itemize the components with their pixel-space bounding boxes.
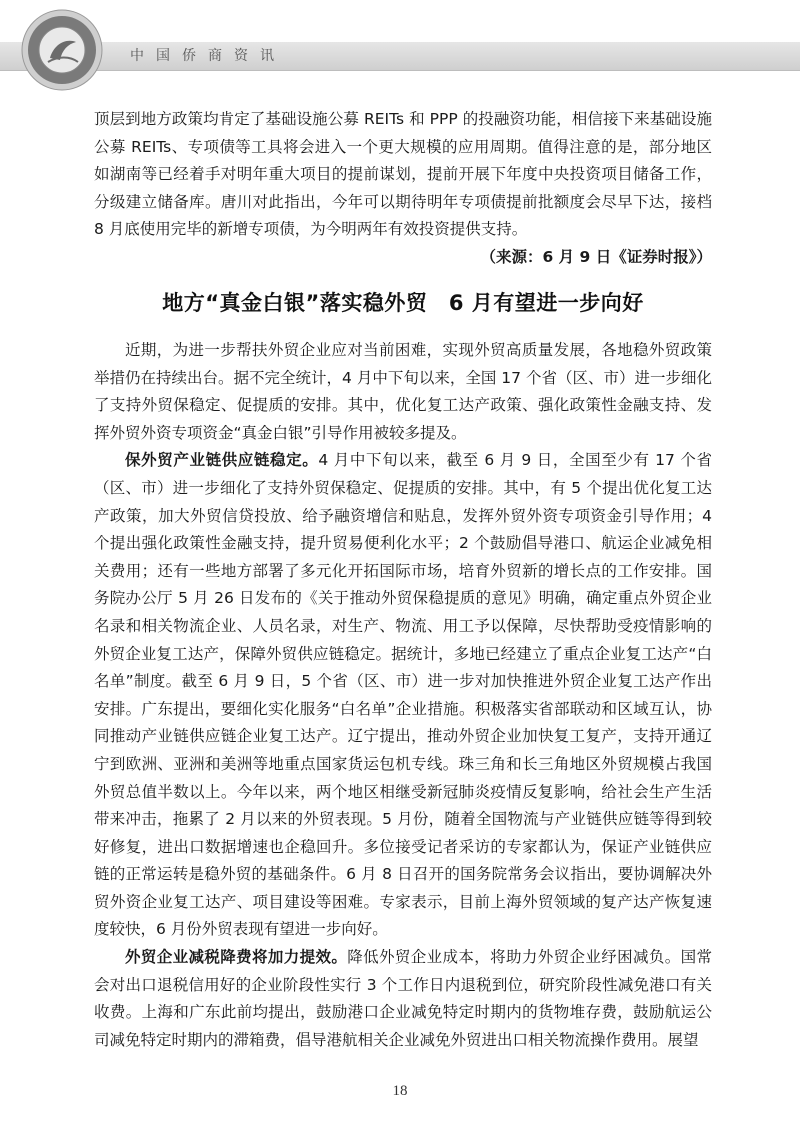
paragraph-text: 降低外贸企业成本，将助力外贸企业纾困减负。国常会对出口退税信用好的企业阶段性实行 3 个工作日内退税到位，研究阶段性减免港口有关收费。上海和广东此前均提出，鼓励港口企业减免特定时期内的货物堆存费，鼓励航运公司减免特定时期内的滞箱费，倡导港航相关企业减免外贸进出口相关物流操作费用。展望 bbox=[94, 948, 712, 1049]
header-title: 中国侨商资讯 bbox=[130, 48, 286, 64]
paragraph-lead: 外贸企业减税降费将加力提效。 bbox=[125, 948, 348, 967]
body-paragraph bbox=[94, 337, 712, 447]
article-title: 地方“真金白银”落实稳外贸 6 月有望进一步向好 bbox=[162, 291, 644, 315]
body-paragraph bbox=[94, 447, 712, 944]
source-citation: （来源：6 月 9 日《证券时报》） bbox=[480, 247, 712, 266]
paragraph-text: 顶层到地方政策均肯定了基础设施公募 REITs 和 PPP 的投融资功能，相信接下来基础设施公募 REITs、专项债等工具将会进入一个更大规模的应用周期。值得注意的是，部分地区如湖南等已经着手对明年重大项目的提前谋划，提前开展下年度中央投资项目储备工作，分级建立储备库。唐川对此指出，今年可以期待明年专项债提前批额度会尽早下达，接档 8 月底使用完毕的新增专项债，为今明两年有效投资提供支持。 bbox=[94, 110, 712, 239]
logo-emblem bbox=[20, 1, 104, 92]
paragraph-text: 近期，为进一步帮扶外贸企业应对当前困难，实现外贸高质量发展，各地稳外贸政策举措仍在持续出台。据不完全统计，4 月中下旬以来，全国 17 个省（区、市）进一步细化了支持外贸保稳定、促提质的安排。其中，优化复工达产政策、强化政策性金融支持、发挥外贸外资专项资金“真金白银”引导作用被较多提及。 bbox=[94, 341, 712, 442]
article-continuation bbox=[94, 106, 712, 272]
paragraph-lead: 保外贸产业链供应链稳定。 bbox=[125, 451, 319, 470]
paragraph-text: 4 月中下旬以来，截至 6 月 9 日，全国至少有 17 个省（区、市）进一步细化了支持外贸保稳定、促提质的安排。其中，有 5 个提出优化复工达产政策，加大外贸信贷投放、给予融资增信和贴息，发挥外贸外资专项资金引导作用；4 个提出强化政策性金融支持，提升贸易便利化水平；2 个鼓励倡导港口、航运企业减免相关费用；还有一些地方部署了多元化开拓国际市场，培育外贸新的增长点的工作安排。国务院办公厅 5 月 26 日发布的《关于推动外贸保稳提质的意见》明确，确定重点外贸企业名录和相关物流企业、人员名录，对生产、物流、用工予以保障，尽快帮助受疫情影响的外贸企业复工达产，保障外贸供应链稳定。据统计，多地已经建立了重点企业复工达产“白名单”制度。截至 6 月 9 日，5 个省（区、市）进一步对加快推进外贸企业复工达产作出安排。广东提出，要细化实化服务“白名单”企业措施。积极落实省部联动和区域互认，协同推动产业链供应链企业复工达产。辽宁提出，推动外贸企业加快复工复产，支持开通辽宁到欧洲、亚洲和美洲等地重点国家货运包机专线。珠三角和长三角地区外贸规模占我国外贸总值半数以上。今年以来，两个地区相继受新冠肺炎疫情反复影响，给社会生产生活带来冲击，拖累了 2 月以来的外贸表现。5 月份，随着全国物流与产业链供应链等得到较好修复，进出口数据增速也企稳回升。多位接受记者采访的专家都认为，保证产业链供应链的正常运转是稳外贸的基础条件。6 月 8 日召开的国务院常务会议指出，要协调解决外贸外资企业复工达产、项目建设等困难。专家表示，目前上海外贸领域的复产达产恢复速度较快，6 月份外贸表现有望进一步向好。 bbox=[94, 451, 712, 939]
body-paragraph bbox=[94, 944, 712, 1054]
page-number: 18 bbox=[392, 1083, 408, 1099]
article-body bbox=[94, 337, 712, 1054]
header-band bbox=[0, 42, 800, 71]
article-paragraph bbox=[94, 106, 712, 266]
logo-text: 中国侨商联合会 bbox=[20, 1, 73, 10]
